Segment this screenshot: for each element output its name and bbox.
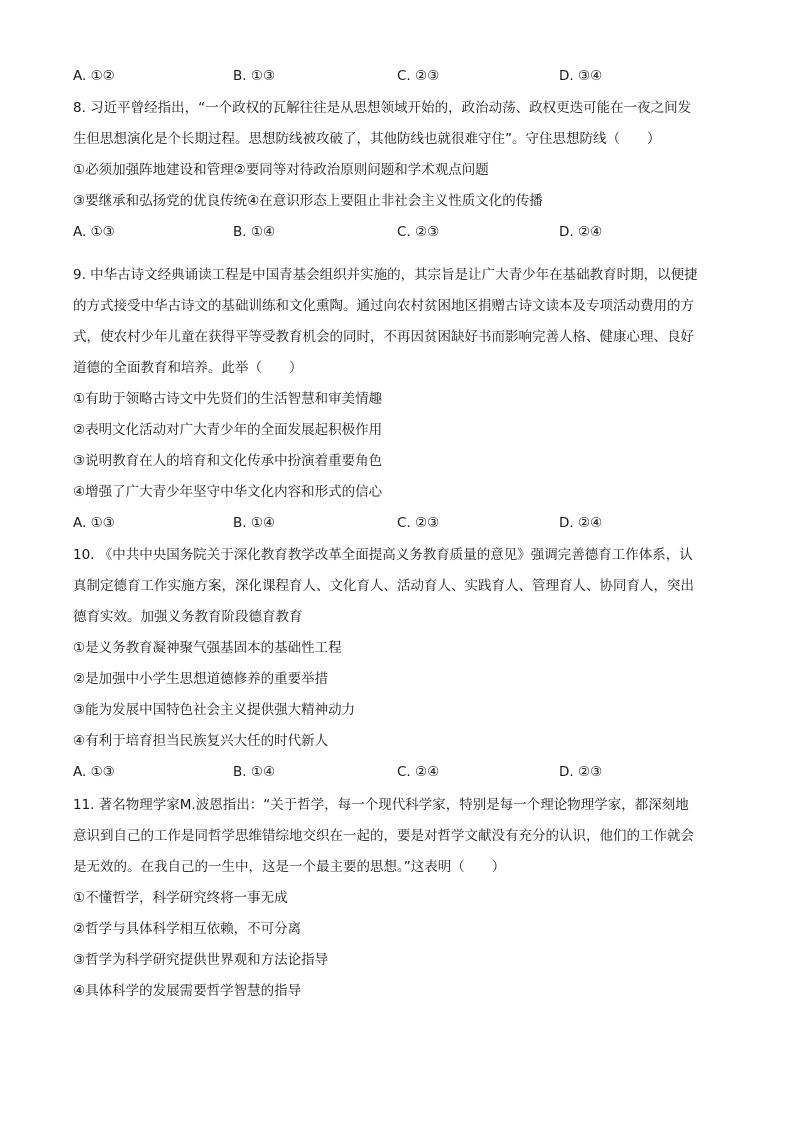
q9-stem-line-3: 式，使农村少年儿童在获得平等受教育机会的同时，不再因贫困缺好书而影响完善人格、健康心理、良好 xyxy=(73,329,694,345)
q8-stem-line-1: 8. 习近平曾经指出，“一个政权的瓦解往往是从思想领域开始的，政治动荡、政权更迭可能在一夜之间发 xyxy=(73,100,692,116)
q8-option-a: A. ①③ xyxy=(73,224,115,240)
q10-statement-3: ③能为发展中国特色社会主义提供强大精神动力 xyxy=(73,702,356,718)
q11-statement-1: ①不懂哲学，科学研究终将一事无成 xyxy=(73,890,288,906)
q10-stem-line-1: 10. 《中共中央国务院关于深化教育教学改革全面提高义务教育质量的意见》强调完善德育工作体系，认 xyxy=(73,547,693,563)
q8-options xyxy=(73,222,733,242)
q8-option-d: D. ②④ xyxy=(559,224,603,240)
q10-stem-line-2: 真制定德育工作实施方案，深化课程育人、文化育人、活动育人、实践育人、管理育人、协同育人，突出 xyxy=(73,578,694,594)
q9-option-b: B. ①④ xyxy=(233,515,276,531)
q11-stem-line-2: 意识到自己的工作是同哲学思维错综地交织在一起的，要是对哲学文献没有充分的认识，他们的工作就会 xyxy=(73,828,694,844)
q9-option-d: D. ②④ xyxy=(559,515,603,531)
q8-statement-line-2: ③要继承和弘扬党的优良传统④在意识形态上要阻止非社会主义性质文化的传播 xyxy=(73,193,543,209)
q8-statement-line-1: ①必须加强阵地建设和管理②要同等对待政治原则问题和学术观点问题 xyxy=(73,162,489,178)
q10-stem-line-3: 德育实效。加强义务教育阶段德育教育 xyxy=(73,609,303,625)
q9-option-c: C. ②③ xyxy=(397,515,440,531)
q11-statement-3: ③哲学为科学研究提供世界观和方法论指导 xyxy=(73,952,329,968)
q10-option-d: D. ②③ xyxy=(559,764,603,780)
q9-stem-line-4: 道德的全面教育和培养。此举（ ） xyxy=(73,360,303,376)
q9-stem-line-2: 的方式接受中华古诗文的基础训练和文化熏陶。通过向农村贫困地区捐赠古诗文读本及专项活动费用的方 xyxy=(73,298,694,314)
q7-options xyxy=(73,66,733,86)
q10-option-c: C. ②④ xyxy=(397,764,440,780)
q8-option-c: C. ②③ xyxy=(397,224,440,240)
q11-stem-line-1: 11. 著名物理学家M.波恩指出：“关于哲学，每一个现代科学家，特别是每一个理论物理学家，都深刻地 xyxy=(73,797,689,813)
q9-statement-4: ④增强了广大青少年坚守中华文化内容和形式的信心 xyxy=(73,484,383,500)
q11-statement-4: ④具体科学的发展需要哲学智慧的指导 xyxy=(73,983,302,999)
q8-option-b: B. ①④ xyxy=(233,224,276,240)
q8-stem-line-2: 生但思想演化是个长期过程。思想防线被攻破了，其他防线也就很难守住”。守住思想防线（ ） xyxy=(73,131,661,147)
q7-option-c: C. ②③ xyxy=(397,68,440,84)
q9-stem-line-1: 9. 中华古诗文经典诵读工程是中国青基会组织并实施的，其宗旨是让广大青少年在基础教育时期，以便捷 xyxy=(73,267,698,283)
q9-statement-3: ③说明教育在人的培育和文化传承中扮演着重要角色 xyxy=(73,453,383,469)
q10-statement-1: ①是义务教育凝神聚气强基固本的基础性工程 xyxy=(73,640,342,656)
q10-statement-4: ④有利于培育担当民族复兴大任的时代新人 xyxy=(73,733,329,749)
q11-stem-line-3: 是无效的。在我自己的一生中，这是一个最主要的思想。”这表明（ ） xyxy=(73,859,506,875)
q11-statement-2: ②哲学与具体科学相互依赖，不可分离 xyxy=(73,921,302,937)
q9-options xyxy=(73,513,733,533)
q10-options xyxy=(73,762,733,782)
q9-statement-2: ②表明文化活动对广大青少年的全面发展起积极作用 xyxy=(73,422,383,438)
q7-option-b: B. ①③ xyxy=(233,68,276,84)
q9-statement-1: ①有助于领略古诗文中先贤们的生活智慧和审美情趣 xyxy=(73,391,383,407)
q10-option-a: A. ①③ xyxy=(73,764,115,780)
q9-option-a: A. ①③ xyxy=(73,515,115,531)
q10-option-b: B. ①④ xyxy=(233,764,276,780)
q7-option-a: A. ①② xyxy=(73,68,115,84)
q10-statement-2: ②是加强中小学生思想道德修养的重要举措 xyxy=(73,671,329,687)
q7-option-d: D. ③④ xyxy=(559,68,603,84)
